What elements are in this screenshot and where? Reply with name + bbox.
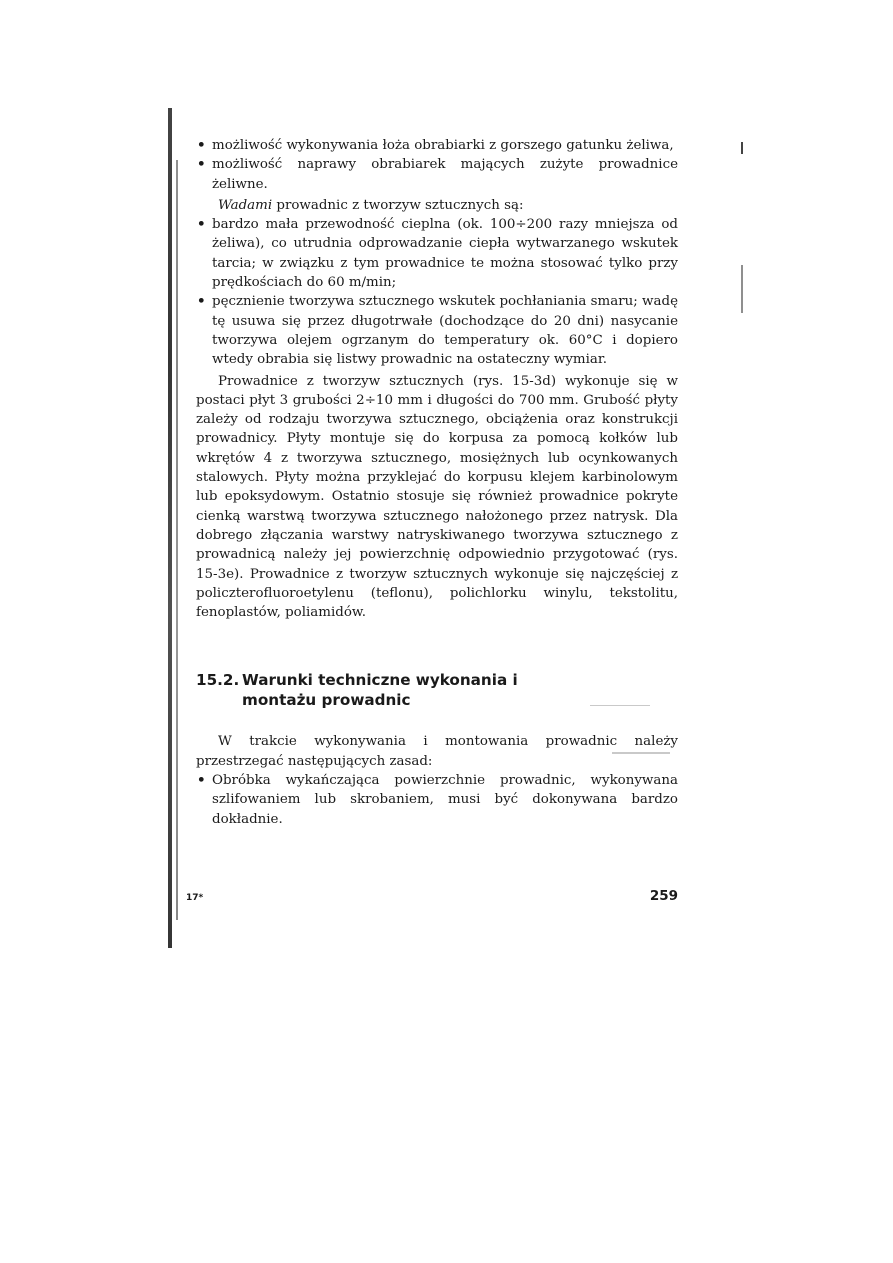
- binding-shadow: [168, 108, 172, 948]
- disadvantages-list: [196, 215, 678, 369]
- signature-mark: 17*: [186, 893, 204, 903]
- margin-mark: [741, 142, 743, 154]
- intro-paragraph: W trakcie wykonywania i montowania prowadnic należy przestrzegać następujących zasad:: [196, 734, 678, 769]
- list-item: • Obróbka wykańczająca powierzchnie prowadnic, wykonywana szlifowaniem lub skrobaniem, musi być dokonywana bardzo dokładnie.: [196, 771, 678, 829]
- section-title: Warunki techniczne wykonania i montażu prowadnic: [242, 671, 518, 710]
- disadvantages-lead: [196, 196, 678, 215]
- margin-mark-lower: [741, 265, 743, 313]
- list-item: • możliwość wykonywania łoża obrabiarki z gorszego gatunku żeliwa,: [196, 136, 678, 155]
- binding-shadow-inner: [176, 160, 178, 920]
- list-item: • możliwość naprawy obrabiarek mających zużyte prowadnice żeliwne.: [196, 155, 678, 194]
- page-number: 259: [649, 888, 678, 904]
- rules-list: [196, 771, 678, 829]
- lead-text: prowadnic z tworzyw sztucznych są:: [272, 197, 524, 213]
- list-item: • bardzo mała przewodność cieplna (ok. 100÷200 razy mniejsza od żeliwa), co utrudnia odprowadzanie ciepła wytwarzanego wskutek tarcia; w związku z tym prowadnice te można stosować tylko przy prędkościach do 60 m/min;: [196, 215, 678, 292]
- list-item: • pęcznienie tworzywa sztucznego wskutek pochłaniania smaru; wadę tę usuwa się przez długotrwałe (dochodzące do 20 dni) nasycanie tworzywa olejem ogrzanym do temperatury ok. 60°C i dopiero wtedy obrabia się listwy prowadnic na ostateczny wymiar.: [196, 292, 678, 369]
- page-body: [196, 136, 678, 829]
- advantages-list: [196, 136, 678, 194]
- section-heading: [196, 670, 678, 710]
- page-footer: [186, 888, 678, 904]
- emphasis-word: Wadami: [218, 197, 273, 213]
- section-number: 15.2.: [196, 671, 240, 690]
- main-paragraph: Prowadnice z tworzyw sztucznych (rys. 15-3d) wykonuje się w postaci płyt 3 grubości 2÷10 mm i długości do 700 mm. Grubość płyty zależy od rodzaju tworzywa sztucznego, obciążenia oraz konstrukcji prowadnicy. Płyty montuje się do korpusa za pomocą kołków lub wkrętów 4 z tworzywa sztucznego, mosiężnych lub ocynkowanych stalowych. Płyty można przyklejać do korpusu klejem karbinolowym lub epoksydowym. Ostatnio stosuje się również prowadnice pokryte cienką warstwą tworzywa sztucznego nałożonego przez natrysk. Dla dobrego złączania warstwy natryskiwanego tworzywa sztucznego z prowadnicą należy jej powierzchnię odpowiednio przygotować (rys. 15-3e). Prowadnice z tworzyw sztucznych wykonuje się najczęściej z policzterofluoroetylenu (teflonu), polichlorku winylu, tekstolitu, fenoplastów, poliamidów.: [196, 373, 678, 621]
